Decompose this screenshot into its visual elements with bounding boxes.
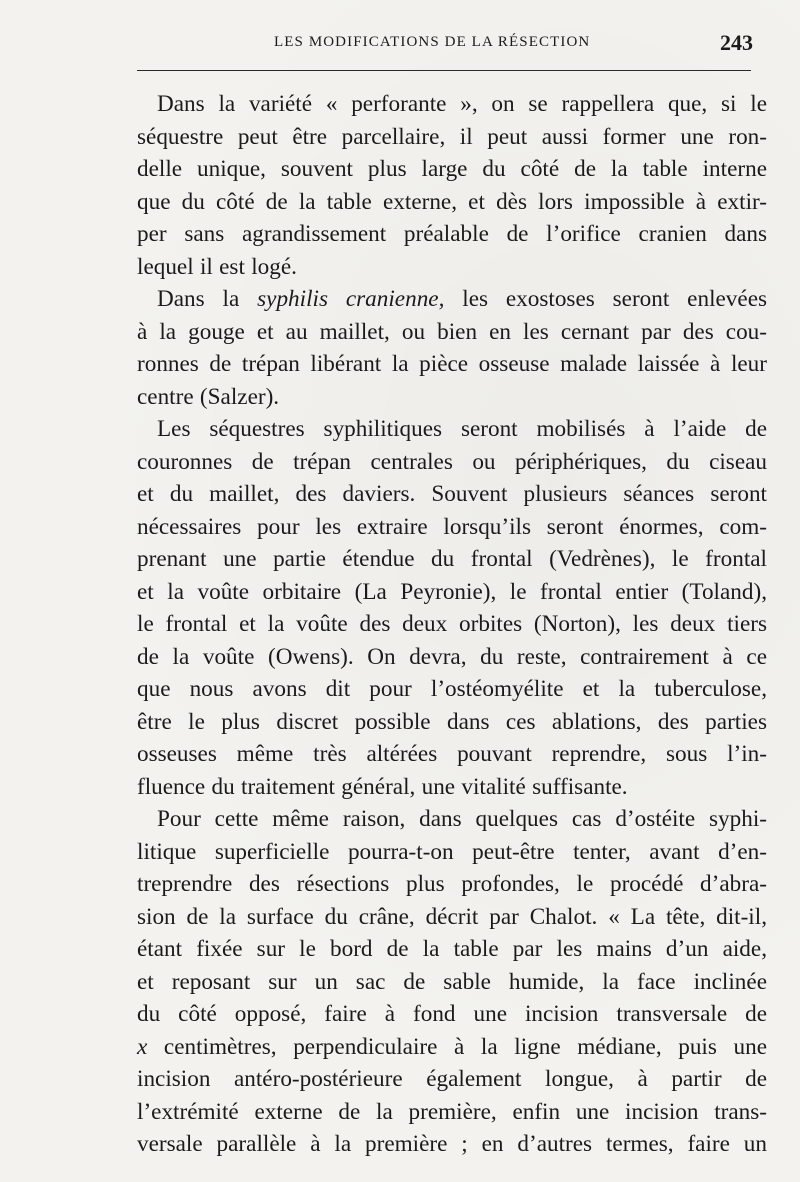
text-fragment: Dans la bbox=[157, 286, 258, 312]
text-line: Pour cette même raison, dans quelques cas d’ostéite syphi- bbox=[157, 806, 767, 832]
text-line: treprendre des résections plus profondes, le procédé d’abra- bbox=[137, 871, 767, 897]
text-line: de la voûte (Owens). On devra, du reste, contrairement à ce bbox=[137, 643, 767, 670]
text-line: nécessaires pour les extraire lorsqu’ils seront énormes, com- bbox=[137, 513, 767, 540]
body-text bbox=[137, 88, 767, 1161]
text-line: et du maillet, des daviers. Souvent plusieurs séances seront bbox=[137, 481, 767, 507]
text-line: que du côté de la table externe, et dès lors impossible à extir- bbox=[137, 188, 767, 215]
text-line: du côté opposé, faire à fond une incision transversale de bbox=[137, 1001, 767, 1027]
text-line: versale parallèle à la première ; en d’autres termes, faire un bbox=[137, 1131, 767, 1157]
text-line: incision antéro-postérieure également longue, à partir de bbox=[137, 1066, 767, 1092]
text-line: à la gouge et au maillet, ou bien en les cernant par des cou- bbox=[137, 318, 767, 345]
text-line: ronnes de trépan libérant la pièce osseuse malade laissée à leur bbox=[137, 351, 767, 377]
text-fragment: les exostoses seront enlevées bbox=[444, 286, 768, 312]
text-line bbox=[137, 1031, 767, 1064]
text-line: séquestre peut être parcellaire, il peut aussi former une ron- bbox=[137, 123, 767, 150]
header-rule bbox=[137, 70, 751, 71]
running-title: LES MODIFICATIONS DE LA RÉSECTION bbox=[274, 34, 591, 50]
text-line: étant fixée sur le bord de la table par les mains d’un aide, bbox=[137, 936, 767, 962]
italic-variable: x bbox=[137, 1033, 148, 1060]
text-line: couronnes de trépan centrales ou périphériques, du ciseau bbox=[137, 448, 767, 475]
text-line: centre (Salzer). bbox=[137, 383, 280, 410]
paragraph bbox=[137, 413, 767, 803]
italic-term: syphilis cranienne, bbox=[257, 286, 445, 312]
paragraph bbox=[137, 283, 767, 413]
text-line: être le plus discret possible dans ces ablations, des parties bbox=[137, 708, 767, 735]
text-line: le frontal et la voûte des deux orbites (Norton), les deux tiers bbox=[137, 611, 767, 637]
text-line: prenant une partie étendue du frontal (Vedrènes), le frontal bbox=[137, 546, 767, 572]
text-line: per sans agrandissement préalable de l’orifice cranien dans bbox=[137, 221, 767, 247]
text-line bbox=[137, 283, 767, 316]
text-line: sion de la surface du crâne, décrit par Chalot. « La tête, dit-il, bbox=[137, 903, 767, 930]
text-line: Dans la variété « perforante », on se rappellera que, si le bbox=[157, 91, 767, 117]
text-line: l’extrémité externe de la première, enfin une incision trans- bbox=[137, 1098, 767, 1125]
running-head bbox=[137, 30, 753, 54]
text-line: et reposant sur un sac de sable humide, la face inclinée bbox=[137, 968, 767, 995]
text-line: lequel il est logé. bbox=[137, 253, 297, 280]
text-line: osseuses même très altérées pouvant reprendre, sous l’in- bbox=[137, 741, 767, 767]
paragraph bbox=[137, 88, 767, 283]
text-line: que nous avons dit pour l’ostéomyélite et la tuberculose, bbox=[137, 676, 767, 702]
text-line: litique superficielle pourra-t-on peut-être tenter, avant d’en- bbox=[137, 838, 767, 865]
text-line: Les séquestres syphilitiques seront mobilisés à l’aide de bbox=[157, 416, 767, 442]
text-line: fluence du traitement général, une vitalité suffisante. bbox=[137, 773, 628, 800]
text-fragment: centimètres, perpendiculaire à la ligne médiane, puis une bbox=[147, 1033, 767, 1060]
text-line: et la voûte orbitaire (La Peyronie), le frontal entier (Toland), bbox=[137, 578, 767, 605]
paragraph bbox=[137, 803, 767, 1161]
page-number: 243 bbox=[720, 30, 753, 55]
text-line: delle unique, souvent plus large du côté de la table interne bbox=[137, 156, 767, 182]
